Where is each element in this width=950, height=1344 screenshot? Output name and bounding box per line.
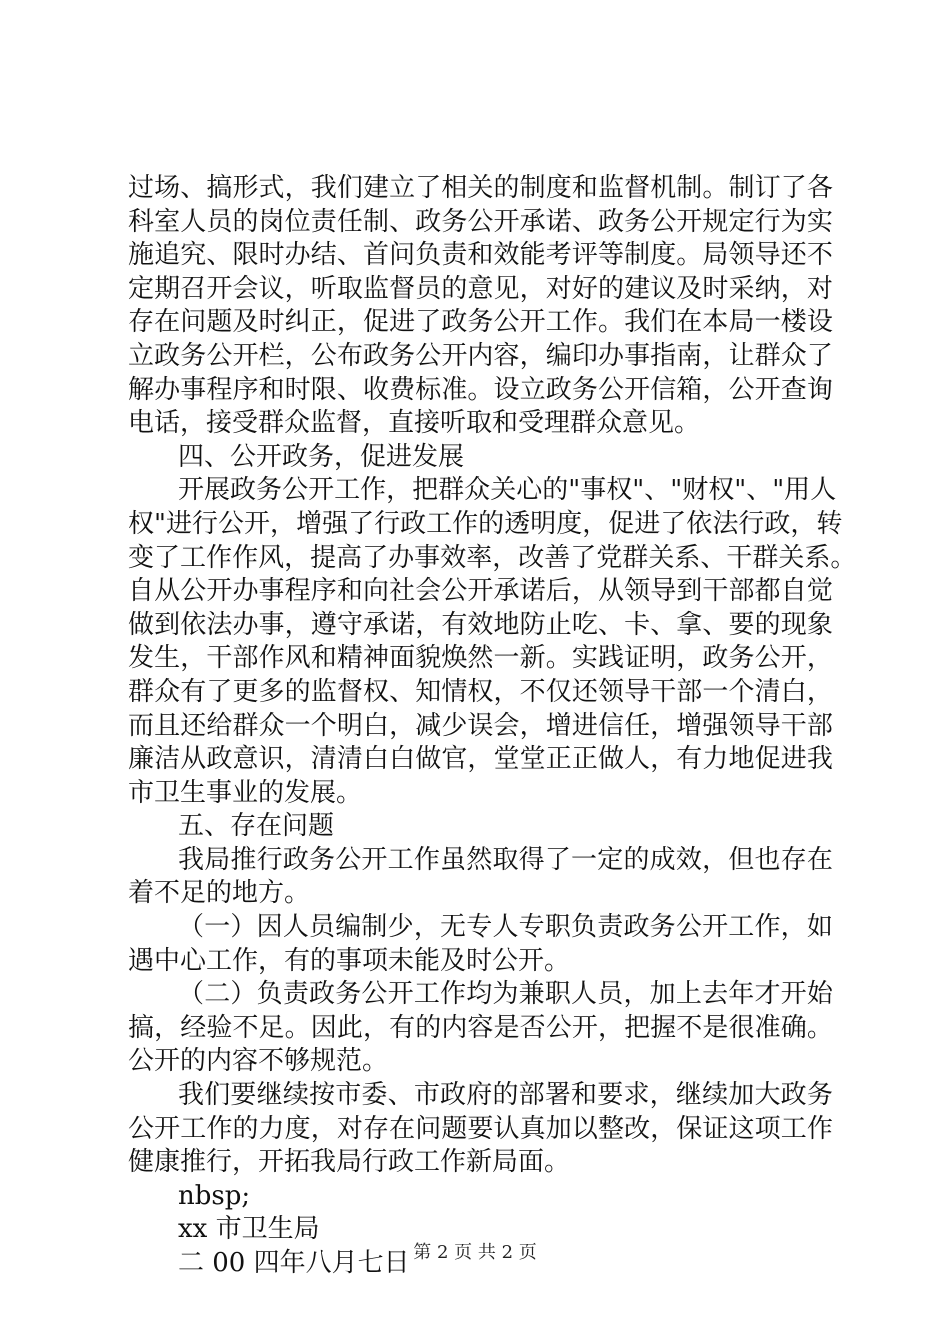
text-line: 权 " 进 行 公 开 ， 增 强 了 行 政 工 作 的 透 明 度 ， 促 进 了 依 法 行 政 ， 转: [128, 508, 843, 539]
text-line: 健康推行，开拓我局行政工作新局面。: [128, 1147, 571, 1178]
text-line: 开 展 政 务 公 开 工 作 ， 把 群 众 关 心 的 " 事 权 " 、 " 财 权 " 、 " 用 人: [178, 475, 837, 506]
text-line: 着不足的地方。: [128, 878, 311, 909]
text-line: 而 且 还 给 群 众 一 个 明 白 ， 减 少 误 会 ， 增 进 信 任 ， 增 强 领 导 干 部: [128, 710, 833, 741]
text-line: 五、存在问题: [178, 811, 335, 842]
page-footer: 第 2 页 共 2 页: [413, 1242, 537, 1263]
text-line: 科 室 人 员 的 岗 位 责 任 制 、 政 务 公 开 承 诺 、 政 务 公 开 规 定 行 为 实: [128, 206, 833, 237]
text-line: （ 二 ） 负 责 政 务 公 开 工 作 均 为 兼 职 人 员 ， 加 上 去 年 才 开 始: [178, 979, 833, 1010]
text-line: 电话，接受群众监督，直接听取和受理群众意见。: [128, 408, 701, 439]
text-line: 发 生 ， 干 部 作 风 和 精 神 面 貌 焕 然 一 新 。 实 践 证 明 ， 政 务 公 开 ，: [128, 643, 833, 674]
text-line: 廉 洁 从 政 意 识 ， 清 清 白 白 做 官 ， 堂 堂 正 正 做 人 ， 有 力 地 促 进 我: [128, 744, 833, 775]
text-line: 存 在 问 题 及 时 纠 正 ， 促 进 了 政 务 公 开 工 作 。 我 们 在 本 局 一 楼 设: [128, 307, 833, 338]
text-line: 公 开 工 作 的 力 度 ， 对 存 在 问 题 要 认 真 加 以 整 改 ， 保 证 这 项 工 作: [128, 1113, 833, 1144]
text-line: 群 众 有 了 更 多 的 监 督 权 、 知 情 权 ， 不 仅 还 领 导 干 部 一 个 清 白 ，: [128, 676, 833, 707]
text-line: 我 局 推 行 政 务 公 开 工 作 虽 然 取 得 了 一 定 的 成 效 ， 但 也 存 在: [178, 844, 833, 875]
text-line: 搞 ， 经 验 不 足 。 因 此 ， 有 的 内 容 是 否 公 开 ， 把 握 不 是 很 准 确 。: [128, 1012, 833, 1043]
text-line: 遇中心工作，有的事项未能及时公开。: [128, 945, 571, 976]
text-line: 市卫生事业的发展。: [128, 777, 363, 808]
text-line: 变 了 工 作 作 风 ， 提 高 了 办 事 效 率 ， 改 善 了 党 群 关 系 、 干 群 关 系 。: [128, 542, 857, 573]
text-line: 公开的内容不够规范。: [128, 1046, 389, 1077]
text-line: 四、公开政务，促进发展: [178, 441, 465, 472]
text-line: 我 们 要 继 续 按 市 委 、 市 政 府 的 部 署 和 要 求 ， 继 续 加 大 政 务: [178, 1080, 833, 1111]
document-body: [128, 172, 857, 1281]
text-line: 做 到 依 法 办 事 ， 遵 守 承 诺 ， 有 效 地 防 止 吃 、 卡 、 拿 、 要 的 现 象: [128, 609, 833, 640]
text-line: 二 00 四年八月七日: [178, 1248, 410, 1278]
text-line: 施 追 究 、 限 时 办 结 、 首 问 负 责 和 效 能 考 评 等 制 度 。 局 领 导 还 不: [128, 240, 833, 271]
text-line: xx 市卫生局: [178, 1214, 320, 1245]
text-line: 立 政 务 公 开 栏 ， 公 布 政 务 公 开 内 容 ， 编 印 办 事 指 南 ， 让 群 众 了: [128, 340, 833, 371]
text-line: 解 办 事 程 序 和 时 限 、 收 费 标 准 。 设 立 政 务 公 开 信 箱 ， 公 开 查 询: [128, 374, 833, 405]
text-line: 定 期 召 开 会 议 ， 听 取 监 督 员 的 意 见 ， 对 好 的 建 议 及 时 采 纳 ， 对: [128, 273, 833, 304]
text-line: 自 从 公 开 办 事 程 序 和 向 社 会 公 开 承 诺 后 ， 从 领 导 到 干 部 都 自 觉: [128, 576, 833, 607]
text-line: 过 场 、 搞 形 式 ， 我 们 建 立 了 相 关 的 制 度 和 监 督 机 制 。 制 订 了 各: [128, 173, 833, 203]
text-line: （ 一 ） 因 人 员 编 制 少 ， 无 专 人 专 职 负 责 政 务 公 开 工 作 ， 如: [178, 912, 833, 943]
text-line: nbsp;: [178, 1180, 251, 1211]
